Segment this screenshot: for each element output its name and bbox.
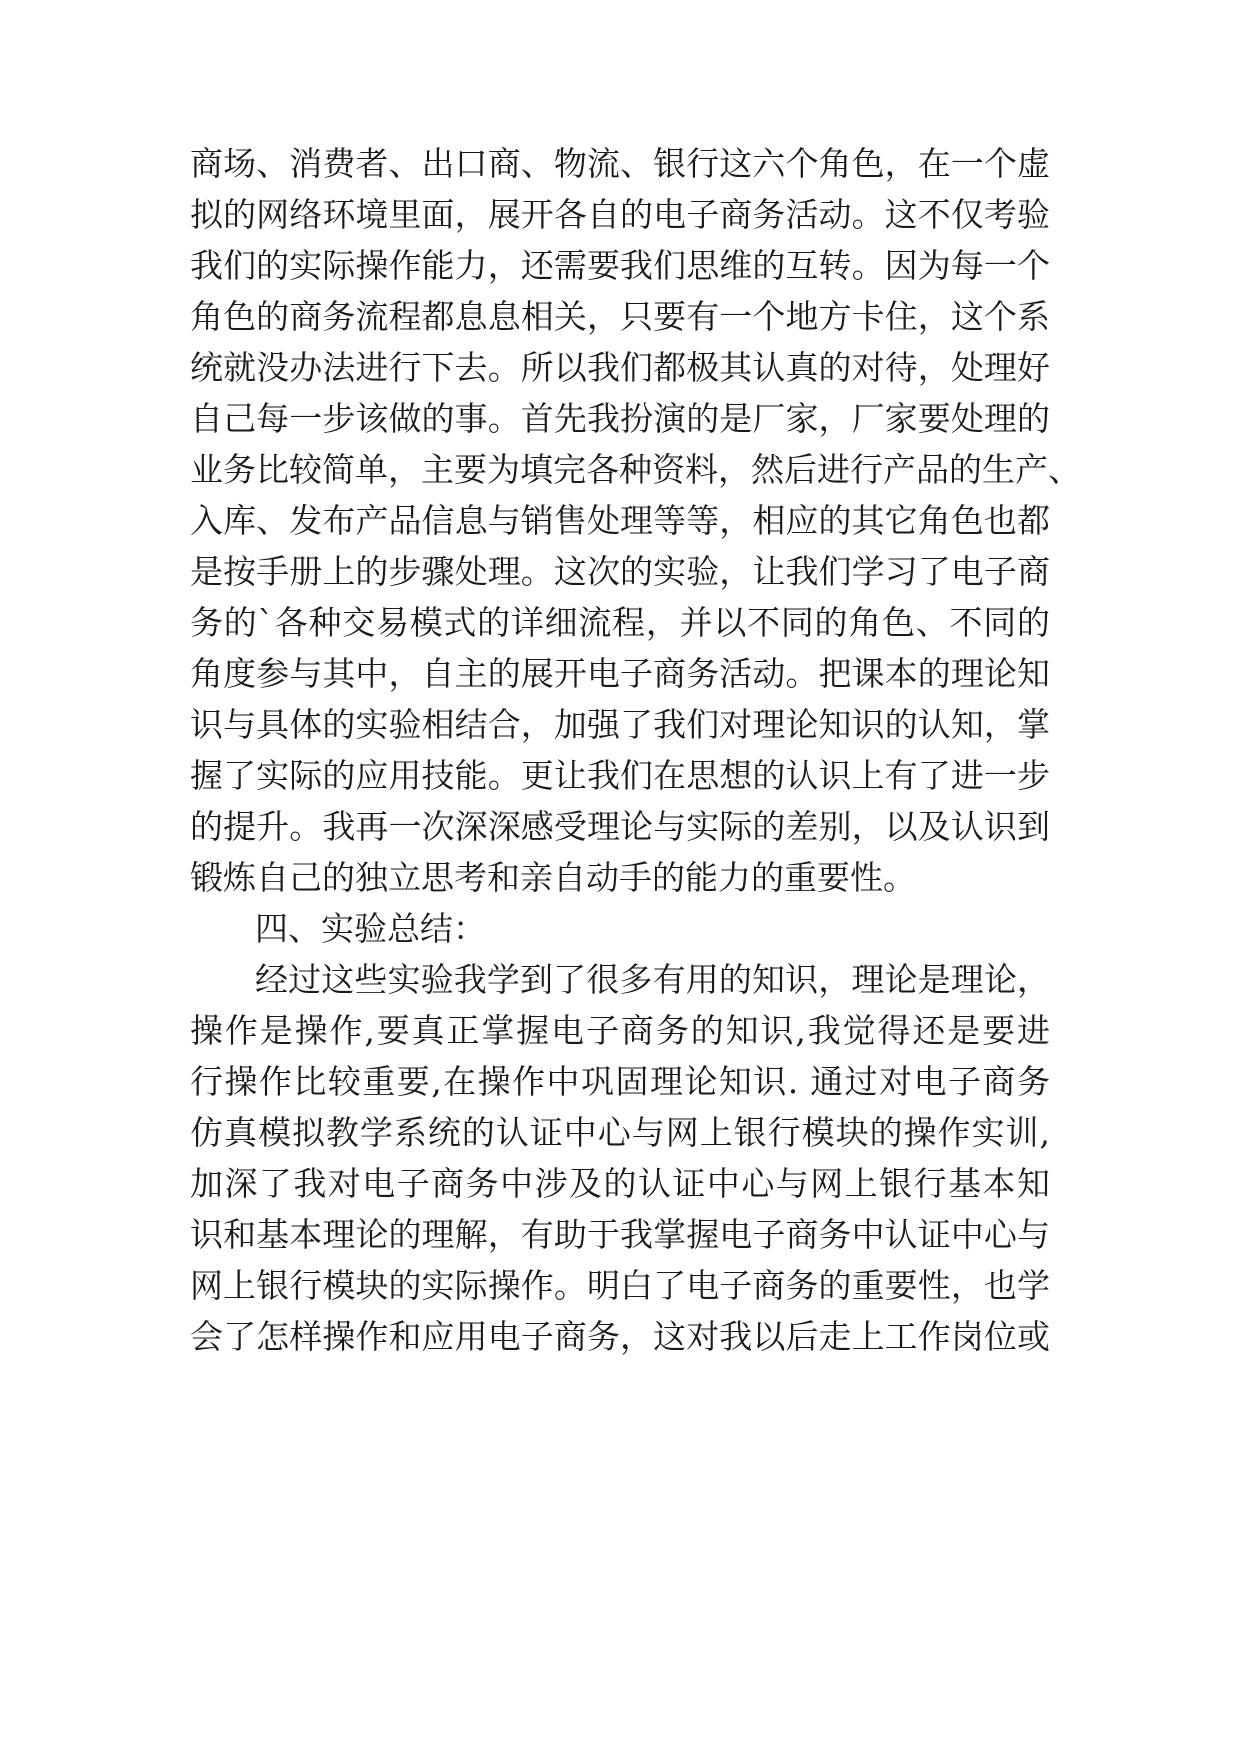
- paragraph-1-line: 业务比较简单，主要为填完各种资料，然后进行产品的生产、: [190, 450, 1081, 489]
- paragraph-1-line: 拟的网络环境里面，展开各自的电子商务活动。这不仅考验: [190, 195, 1050, 234]
- paragraph-2-line: 操作是操作,要真正掌握电子商务的知识,我觉得还是要进: [190, 1011, 1050, 1050]
- paragraph-2-line: 经过这些实验我学到了很多有用的知识，理论是理论，: [255, 960, 1050, 999]
- paragraph-2-line: 识和基本理论的理解，有助于我掌握电子商务中认证中心与: [190, 1215, 1050, 1254]
- paragraph-2-line: 仿真模拟教学系统的认证中心与网上银行模块的操作实训,: [190, 1113, 1050, 1152]
- paragraph-1-line: 握了实际的应用技能。更让我们在思想的认识上有了进一步: [190, 756, 1050, 795]
- paragraph-2-line: 会了怎样操作和应用电子商务，这对我以后走上工作岗位或: [190, 1317, 1050, 1356]
- paragraph-1-line: 角色的商务流程都息息相关，只要有一个地方卡住，这个系: [190, 297, 1050, 336]
- paragraph-1-line: 识与具体的实验相结合，加强了我们对理论知识的认知，掌: [190, 705, 1050, 744]
- paragraph-2-line: 加深了我对电子商务中涉及的认证中心与网上银行基本知: [190, 1164, 1050, 1203]
- paragraph-1-line: 入库、发布产品信息与销售处理等等，相应的其它角色也都: [190, 501, 1050, 540]
- paragraph-2-line: 行操作比较重要,在操作中巩固理论知识. 通过对电子商务: [190, 1062, 1050, 1101]
- section-heading: 四、实验总结：: [255, 909, 486, 948]
- paragraph-2-line: 网上银行模块的实际操作。明白了电子商务的重要性，也学: [190, 1266, 1050, 1305]
- paragraph-1-line: 商场、消费者、出口商、物流、银行这六个角色，在一个虚: [190, 144, 1050, 183]
- paragraph-1-line: 是按手册上的步骤处理。这次的实验，让我们学习了电子商: [190, 552, 1050, 591]
- paragraph-1-line: 统就没办法进行下去。所以我们都极其认真的对待，处理好: [190, 348, 1050, 387]
- paragraph-1-line: 我们的实际操作能力，还需要我们思维的互转。因为每一个: [190, 246, 1050, 285]
- paragraph-1-line: 务的`各种交易模式的详细流程，并以不同的角色、不同的: [190, 603, 1050, 642]
- paragraph-1-line: 自己每一步该做的事。首先我扮演的是厂家，厂家要处理的: [190, 399, 1050, 438]
- paragraph-1-line: 的提升。我再一次深深感受理论与实际的差别，以及认识到: [190, 807, 1050, 846]
- paragraph-1-line: 锻炼自己的独立思考和亲自动手的能力的重要性。: [190, 858, 916, 897]
- paragraph-1-line: 角度参与其中，自主的展开电子商务活动。把课本的理论知: [190, 654, 1050, 693]
